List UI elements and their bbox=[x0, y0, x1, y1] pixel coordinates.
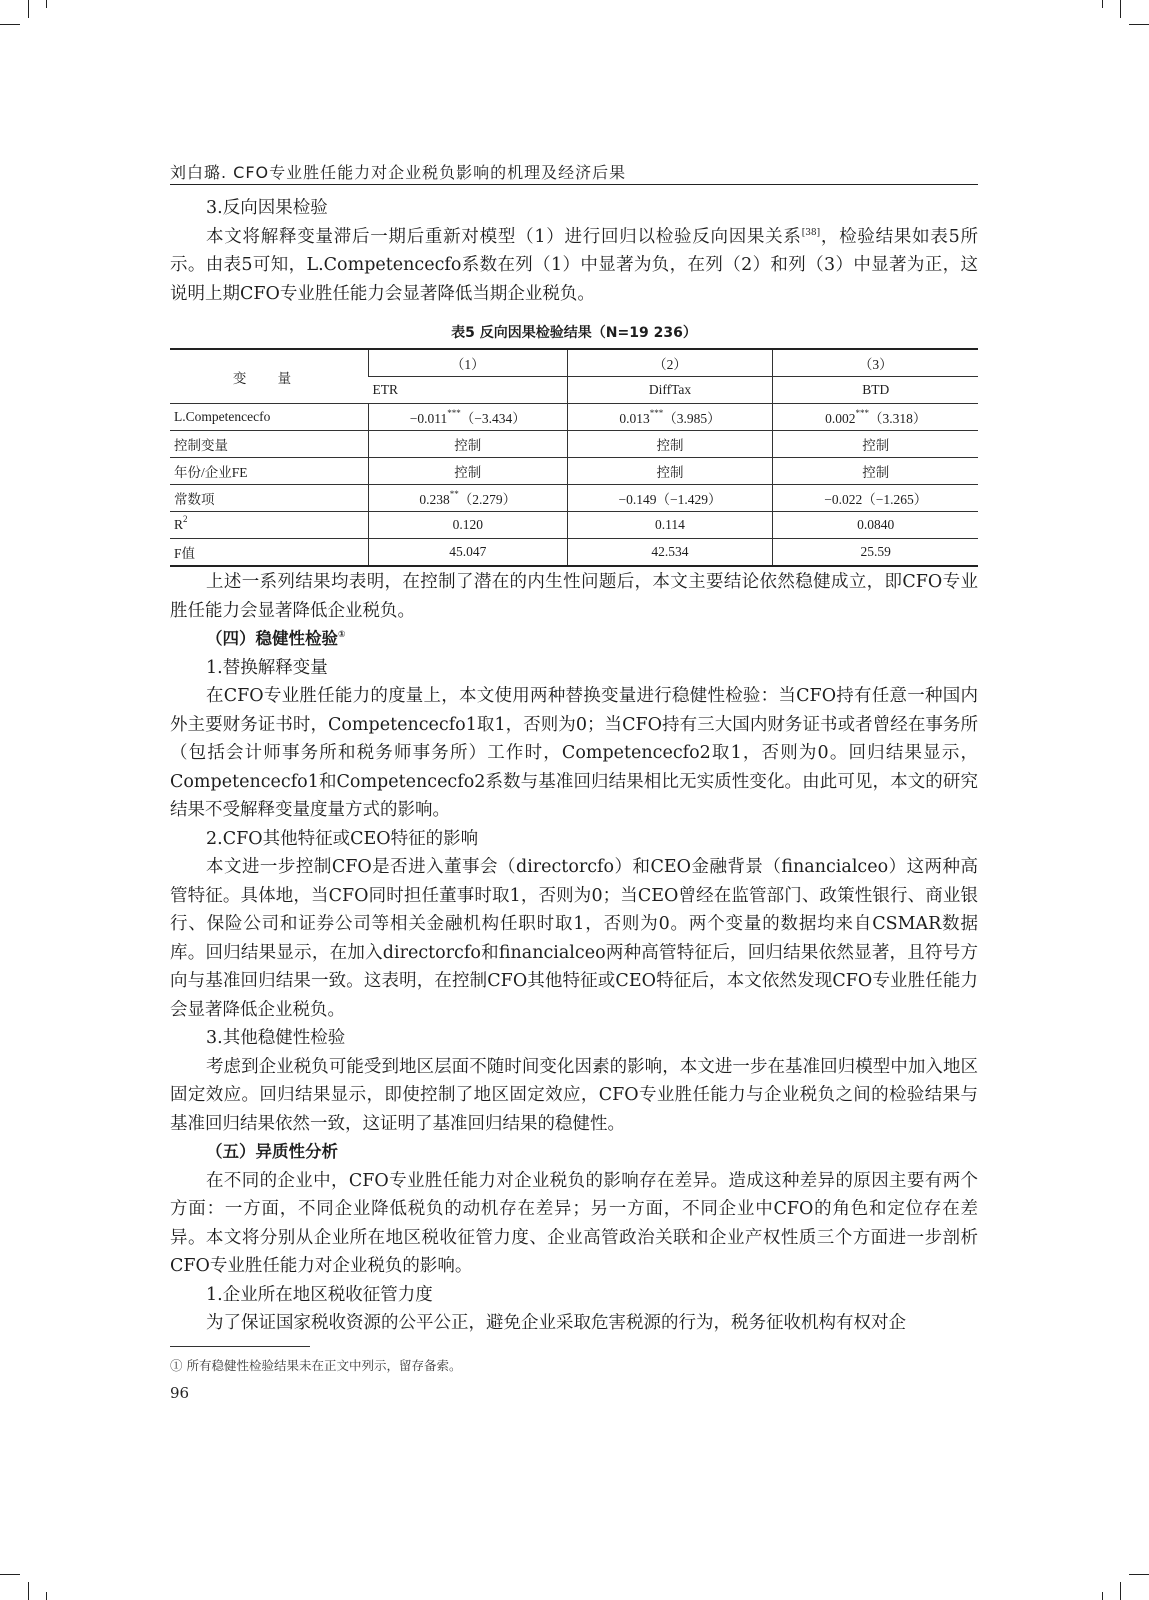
table-body bbox=[170, 404, 978, 567]
paragraph: 在不同的企业中，CFO专业胜任能力对企业税负的影响存在差异。造成这种差异的原因主要有两个方面：一方面，不同企业降低税负的动机存在差异；另一方面，不同企业中CFO的角色和定位存在差异。本文将分别从企业所在地区税收征管力度、企业高管政治关联和企业产权性质三个方面进一步剖析CFO专业胜任能力对企业税负的影响。 bbox=[170, 1170, 978, 1276]
table-row bbox=[170, 512, 978, 539]
subheading: 1.企业所在地区税收征管力度 bbox=[206, 1284, 433, 1305]
table-cell bbox=[369, 485, 568, 512]
column-name: BTD bbox=[773, 377, 978, 404]
significance-stars: *** bbox=[649, 408, 664, 418]
cell-value: 控制 bbox=[454, 438, 482, 453]
paragraph: 在CFO专业胜任能力的度量上，本文使用两种替换变量进行稳健性检验：当CFO持有任意一种国内外主要财务证书时，Competencecfo1取1，否则为0；当CFO持有三大国内财务证书或者曾经在事务所（包括会计师事务所和税务师事务所）工作时，Competencecfo2取1，否则为0。回归结果显示，Competencecfo1和Competencecfo2系数与基准回归结果相比无实质性变化。由此可见，本文的研究结果不受解释变量度量方式的影响。 bbox=[170, 686, 978, 820]
table-cell bbox=[773, 539, 978, 567]
cell-value: 控制 bbox=[656, 465, 684, 480]
cell-value: 45.047 bbox=[449, 544, 487, 559]
table-cell bbox=[369, 458, 568, 485]
paragraph: 本文进一步控制CFO是否进入董事会（directorcfo）和CEO金融背景（financialceo）这两种高管特征。具体地，当CFO同时担任董事时取1，否则为0；当CEO曾经在监管部门、政策性银行、商业银行、保险公司和证券公司等相关金融机构任职时取1，否则为0。两个变量的数据均来自CSMAR数据库。回归结果显示，在加入directorcfo和financialceo两种高管特征后，回归结果依然显著，且符号方向与基准回归结果一致。这表明，在控制CFO其他特征或CEO特征后，本文依然发现CFO专业胜任能力会显著降低企业税负。 bbox=[170, 857, 978, 1020]
cell-value: 0.013 bbox=[619, 411, 650, 426]
crop-mark bbox=[1102, 1592, 1103, 1600]
heterogeneity-heading: （五）异质性分析 bbox=[206, 1142, 338, 1161]
footnote: ① 所有稳健性检验结果未在正文中列示，留存备索。 bbox=[170, 1358, 462, 1373]
superscript: 2 bbox=[183, 514, 188, 524]
crop-mark bbox=[0, 1574, 20, 1575]
table-row bbox=[170, 458, 978, 485]
crop-mark bbox=[1129, 1574, 1149, 1575]
reverse-causality-heading: 3.反向因果检验 bbox=[206, 198, 328, 218]
cell-value: 0.114 bbox=[655, 517, 685, 532]
paragraph: 为了保证国家税收资源的公平公正，避免企业采取危害税源的行为，税务征收机构有权对企 bbox=[206, 1313, 906, 1333]
crop-mark bbox=[1129, 24, 1149, 25]
cell-value: 控制 bbox=[862, 465, 890, 480]
row-label-text: F值 bbox=[174, 546, 196, 561]
table-row bbox=[170, 485, 978, 512]
crop-mark bbox=[28, 0, 29, 18]
row-label-text: L.Competencecfo bbox=[174, 409, 271, 424]
table-row bbox=[170, 539, 978, 567]
section-reverse-causality bbox=[170, 194, 978, 308]
heading-text: （四）稳健性检验 bbox=[206, 629, 338, 648]
table-cell bbox=[773, 404, 978, 431]
t-statistic: （2.279） bbox=[458, 492, 517, 507]
table-cell bbox=[567, 539, 773, 567]
subheading: 2.CFO其他特征或CEO特征的影响 bbox=[206, 828, 479, 849]
subheading: 3.其他稳健性检验 bbox=[206, 1028, 346, 1048]
column-number: （3） bbox=[773, 349, 978, 377]
table-cell bbox=[773, 485, 978, 512]
cell-value: −0.011 bbox=[409, 411, 448, 426]
t-statistic: （3.318） bbox=[868, 411, 927, 426]
table-cell bbox=[773, 431, 978, 458]
column-name: ETR bbox=[369, 377, 568, 404]
cell-value: 0.120 bbox=[452, 517, 483, 532]
t-statistic: （3.985） bbox=[663, 411, 721, 426]
cell-value: 控制 bbox=[454, 465, 482, 480]
paragraph: 考虑到企业税负可能受到地区层面不随时间变化因素的影响，本文进一步在基准回归模型中加入地区固定效应。回归结果显示，即使控制了地区固定效应，CFO专业胜任能力与企业税负之间的检验结果与基准回归结果依然一致，这证明了基准回归结果的稳健性。 bbox=[170, 1056, 978, 1134]
significance-stars: *** bbox=[855, 408, 869, 418]
row-label-text: 控制变量 bbox=[174, 438, 228, 453]
table-cell bbox=[567, 512, 773, 539]
cell-value: 控制 bbox=[862, 438, 890, 453]
conclusion-paragraph: 上述一系列结果均表明，在控制了潜在的内生性问题后，本文主要结论依然稳健成立，即CFO专业胜任能力会显著降低企业税负。 bbox=[170, 572, 978, 621]
crop-mark bbox=[0, 24, 20, 25]
footnote-mark: ① bbox=[338, 630, 346, 640]
table-cell bbox=[567, 485, 773, 512]
column-number: （1） bbox=[369, 349, 568, 377]
cell-value: 0.002 bbox=[825, 411, 856, 426]
robustness-heading bbox=[170, 625, 978, 654]
page-number: 96 bbox=[170, 1384, 190, 1402]
crop-mark bbox=[46, 1592, 47, 1600]
cell-value: −0.022 bbox=[824, 492, 863, 507]
row-label-text: 年份/企业FE bbox=[174, 465, 248, 480]
results-table bbox=[170, 348, 978, 567]
header-rule bbox=[170, 184, 978, 185]
table-row bbox=[170, 404, 978, 431]
footnote-rule bbox=[170, 1346, 310, 1347]
cell-value: 42.534 bbox=[651, 544, 689, 559]
paragraph-text: 本文将解释变量滞后一期后重新对模型（1）进行回归以检验反向因果关系 bbox=[206, 226, 802, 247]
row-label-text: R bbox=[174, 517, 184, 532]
table-cell bbox=[773, 512, 978, 539]
cell-value: 0.238 bbox=[419, 492, 450, 507]
table-row bbox=[170, 431, 978, 458]
crop-mark bbox=[1120, 0, 1121, 18]
row-label bbox=[170, 539, 369, 567]
crop-mark bbox=[28, 1582, 29, 1600]
paragraph-text: ，检验结果如表5所示。由表5可知，L.Competencecfo系数在列（1）中显著为负，在列（2）和列（3）中显著为正，这说明上期CFO专业胜任能力会显著降低当期企业税负。 bbox=[170, 226, 978, 304]
subheading: 1.替换解释变量 bbox=[206, 657, 328, 678]
cell-value: 0.0840 bbox=[857, 517, 895, 532]
t-statistic: （−1.429） bbox=[656, 492, 722, 507]
row-label bbox=[170, 431, 369, 458]
crop-mark bbox=[1102, 0, 1103, 8]
table-cell bbox=[567, 431, 773, 458]
cell-value: −0.149 bbox=[618, 492, 657, 507]
significance-stars: ** bbox=[449, 489, 459, 499]
row-label-text: 常数项 bbox=[174, 492, 215, 507]
row-label bbox=[170, 458, 369, 485]
t-statistic: （−3.434） bbox=[460, 411, 526, 426]
crop-mark bbox=[1120, 1582, 1121, 1600]
cell-value: 25.59 bbox=[860, 544, 891, 559]
table-cell bbox=[773, 458, 978, 485]
column-name: DiffTax bbox=[567, 377, 773, 404]
reverse-causality-paragraph bbox=[170, 223, 978, 309]
cell-value: 控制 bbox=[656, 438, 684, 453]
table-cell bbox=[369, 539, 568, 567]
citation-ref: [38] bbox=[801, 227, 821, 238]
row-label bbox=[170, 512, 369, 539]
table-cell bbox=[369, 512, 568, 539]
row-label bbox=[170, 485, 369, 512]
table-cell bbox=[567, 458, 773, 485]
t-statistic: （−1.265） bbox=[862, 492, 928, 507]
table-cell bbox=[567, 404, 773, 431]
running-header: 刘白璐. CFO专业胜任能力对企业税负影响的机理及经济后果 bbox=[170, 163, 627, 182]
column-number: （2） bbox=[567, 349, 773, 377]
table-cell bbox=[369, 431, 568, 458]
significance-stars: *** bbox=[447, 408, 461, 418]
table-title: 表5 反向因果检验结果（N=19 236） bbox=[451, 325, 697, 341]
section-body bbox=[170, 568, 978, 1338]
variable-header: 变 量 bbox=[170, 349, 369, 404]
crop-mark bbox=[46, 0, 47, 8]
row-label bbox=[170, 404, 369, 431]
table-cell bbox=[369, 404, 568, 431]
